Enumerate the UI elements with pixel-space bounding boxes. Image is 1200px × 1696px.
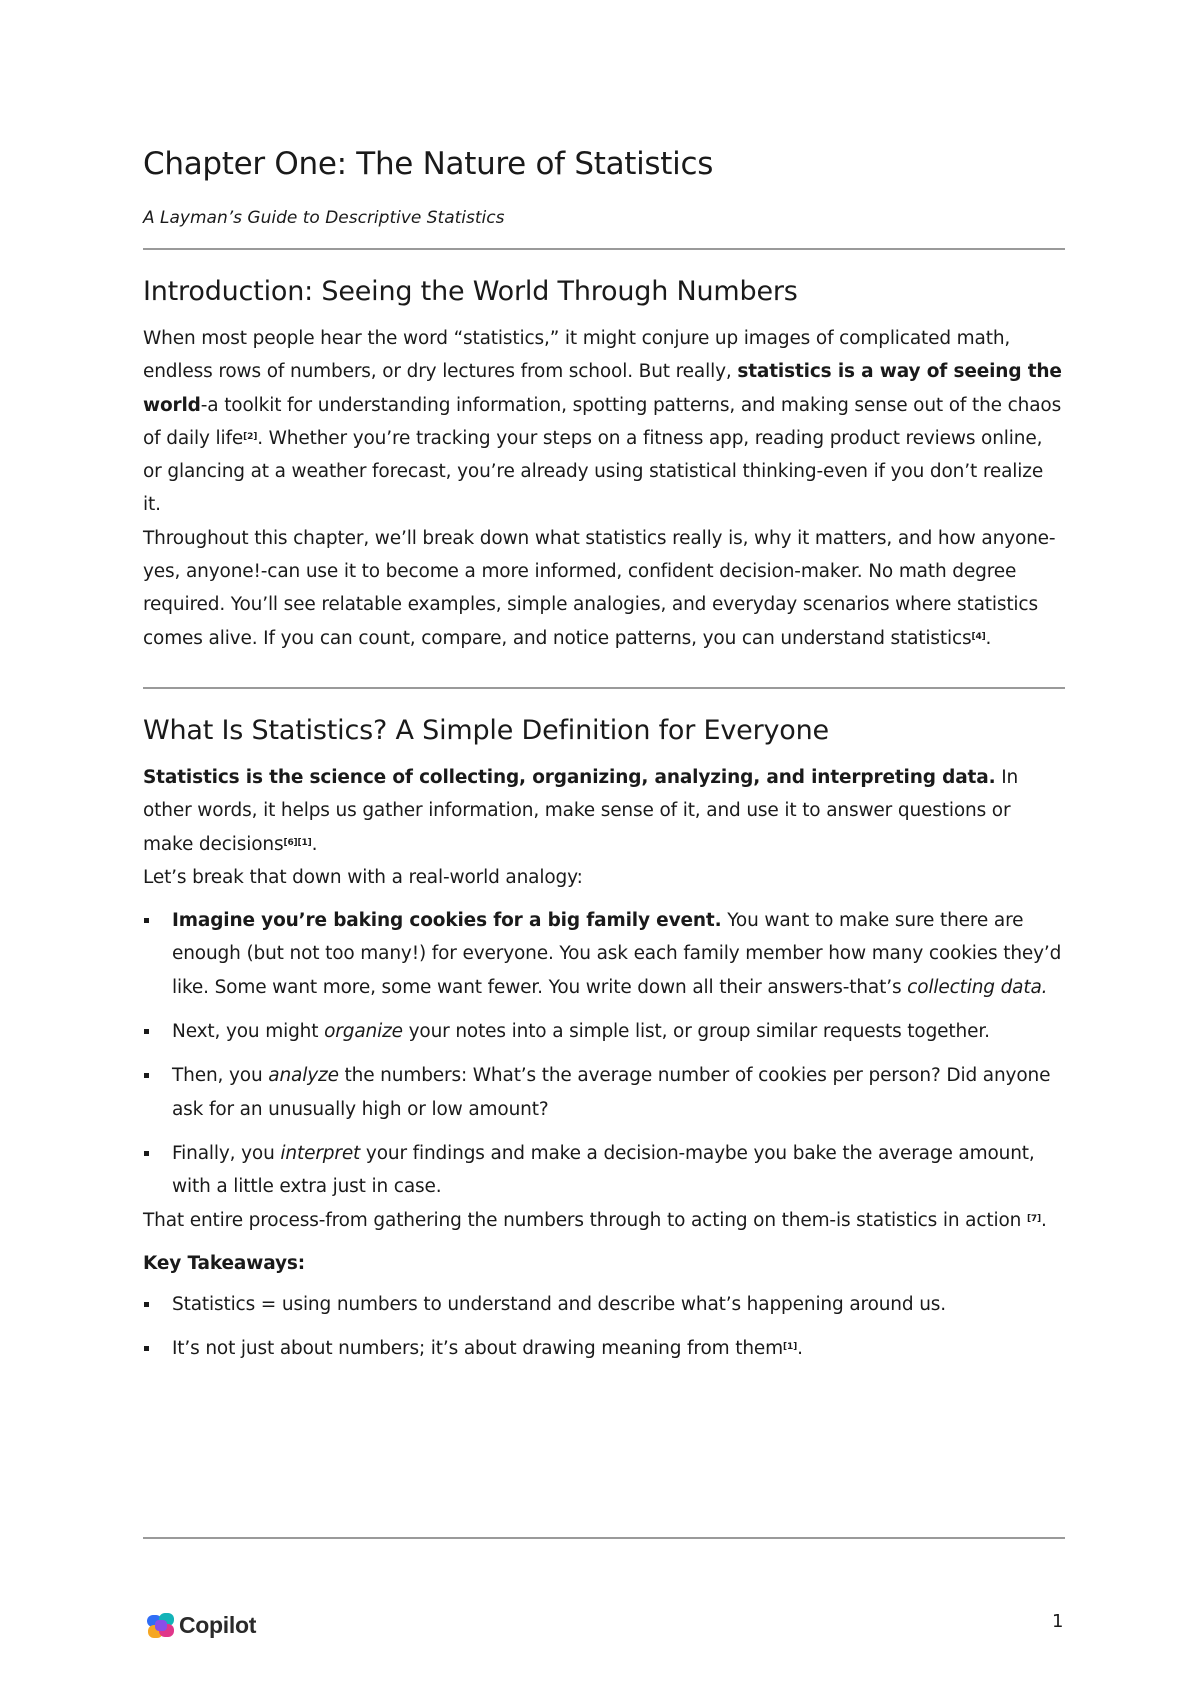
list-item: Then, you analyze the numbers: What’s the average number of cookies per person? Did anyone ask for an unusually high or low amount? [143, 1059, 1065, 1126]
intro-paragraph-1: When most people hear the word “statistics,” it might conjure up images of complicated math, endless rows of numbers, or dry lectures from school. But really, statistics is a way of seeing the world-a toolkit for understanding information, spotting patterns, and making sense out of the chaos of daily life[2]. Whether you’re tracking your steps on a fitness app, reading product reviews online, or glancing at a weather forecast, you’re already using statistical thinking-even if you don’t realize it. [143, 328, 1062, 516]
citation[interactable]: [2] [243, 431, 258, 442]
citation[interactable]: [7] [1026, 1213, 1041, 1224]
copilot-logo-text: Copilot [179, 1612, 257, 1638]
section-divider [143, 687, 1065, 689]
process-paragraph: That entire process-from gathering the numbers through to acting on them-is statistics in action [7]. [143, 1209, 1047, 1231]
intro-paragraph-2: Throughout this chapter, we’ll break down what statistics really is, why it matters, and how anyone-yes, anyone!-can use it to become a more informed, confident decision-maker. No math degree required. You’ll see relatable examples, simple analogies, and everyday scenarios where statistics comes alive. If you can count, compare, and notice patterns, you can understand statistics[4]. [143, 527, 1056, 649]
definition-paragraph: Statistics is the science of collecting, organizing, analyzing, and interpreting data. In other words, it helps us gather information, make sense of it, and use it to answer questions or make decisions[6][1]. [143, 767, 1019, 855]
copilot-logo-icon [147, 1613, 175, 1639]
takeaways-heading: Key Takeaways: [143, 1252, 305, 1274]
page-subtitle: A Layman’s Guide to Descriptive Statistics [143, 208, 505, 228]
citation[interactable]: [1] [783, 1342, 798, 1353]
list-item: Statistics = using numbers to understand and describe what’s happening around us. [143, 1288, 1065, 1321]
intro-body [143, 322, 1065, 655]
takeaways-list [143, 1288, 1065, 1366]
section-divider [143, 1537, 1065, 1539]
copilot-logo [147, 1612, 256, 1639]
definition-heading: What Is Statistics? A Simple Definition for Everyone [143, 715, 829, 746]
definition-body [143, 761, 1065, 1377]
list-item: Imagine you’re baking cookies for a big family event. You want to make sure there are enough (but not too many!) for everyone. You ask each family member how many cookies they’d like. Some want more, some want fewer. You write down all their answers-that’s collecting data. [143, 904, 1065, 1004]
list-item: It’s not just about numbers; it’s about drawing meaning from them[1]. [143, 1332, 1065, 1365]
analogy-intro: Let’s break that down with a real-world analogy: [143, 866, 583, 888]
page-title: Chapter One: The Nature of Statistics [143, 146, 714, 182]
citation[interactable]: [6][1] [283, 837, 312, 848]
list-item: Finally, you interpret your findings and make a decision-maybe you bake the average amount, with a little extra just in case. [143, 1137, 1065, 1204]
list-item: Next, you might organize your notes into a simple list, or group similar requests together. [143, 1015, 1065, 1048]
section-divider [143, 248, 1065, 250]
intro-heading: Introduction: Seeing the World Through Numbers [143, 276, 798, 307]
citation[interactable]: [4] [971, 631, 986, 642]
page-number: 1 [1052, 1611, 1064, 1632]
analogy-list [143, 904, 1065, 1203]
